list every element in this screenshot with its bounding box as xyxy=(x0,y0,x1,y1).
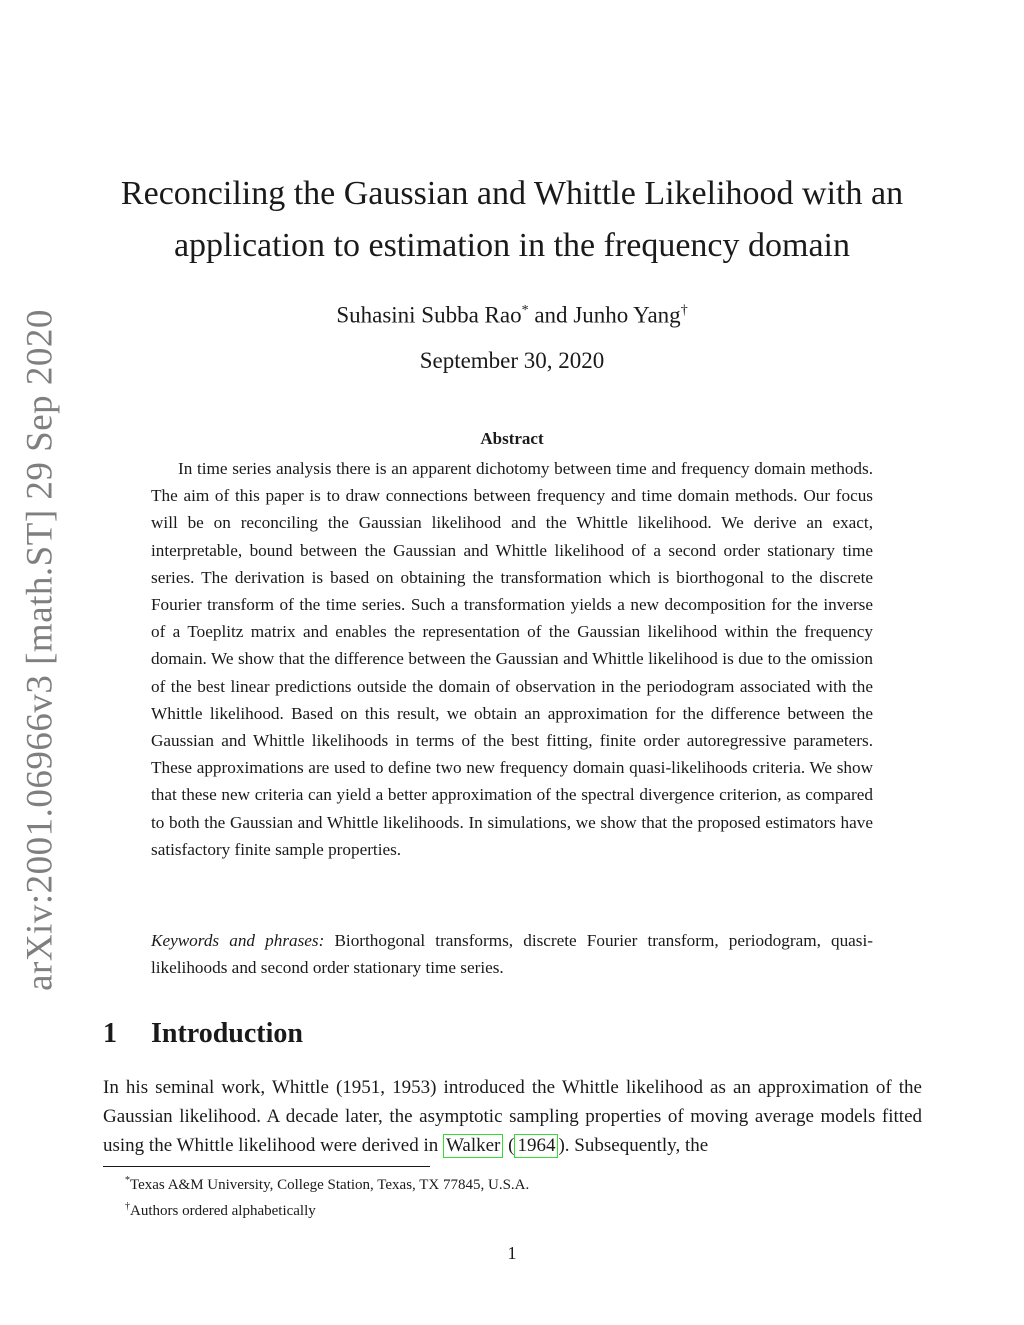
footnote-text: Texas A&M University, College Station, Texas, TX 77845, U.S.A. xyxy=(130,1177,530,1193)
paper-title xyxy=(0,168,1024,272)
footnote-marker: * xyxy=(521,303,529,318)
page-number: 1 xyxy=(507,1243,517,1263)
author-connector: and xyxy=(534,302,568,328)
title-line-1: Reconciling the Gaussian and Whittle Likelihood with an xyxy=(120,175,904,212)
publication-date: September 30, 2020 xyxy=(419,348,605,373)
section-heading xyxy=(103,1014,303,1054)
citation-year-link[interactable]: 1964 xyxy=(514,1134,558,1158)
footnote-text: Authors ordered alphabetically xyxy=(130,1203,316,1219)
keywords-label: Keywords and phrases: xyxy=(151,931,325,950)
abstract-heading: Abstract xyxy=(480,429,544,448)
footnote-marker: † xyxy=(680,303,688,318)
arxiv-identifier-stamp: arXiv:2001.06966v3 [math.ST] 29 Sep 2020 xyxy=(19,309,61,991)
keywords-text: Biorthogonal transforms, discrete Fourier transform, periodogram, quasi-likelihoods and second order stationary time series. xyxy=(151,931,873,978)
citation-author-link[interactable]: Walker xyxy=(443,1134,503,1158)
abstract-body: In time series analysis there is an apparent dichotomy between time and frequency domain methods. The aim of this paper is to draw connections between frequency and time domain methods. Our focus will be on reconciling the Gaussian likelihood and the Whittle likelihood. We derive an exact, interpretable, bound between the Gaussian and Whittle likelihood of a second order stationary time series. The derivation is based on obtaining the transformation which is biorthogonal to the discrete Fourier transform of the time series. Such a transformation yields a new decomposition for the inverse of a Toeplitz matrix and enables the representation of the Gaussian likelihood within the frequency domain. We show that the difference between the Gaussian and Whittle likelihood is due to the omission of the best linear predictions outside the domain of observation in the periodogram associated with the Whittle likelihood. Based on this result, we obtain an approximation for the difference between the Gaussian and Whittle likelihoods in terms of the best fitting, finite order autoregressive parameters. These approximations are used to define two new frequency domain quasi-likelihoods criteria. We show that these new criteria can yield a better approximation of the spectral divergence criterion, as compared to both the Gaussian and Whittle likelihoods. In simulations, we show that the proposed estimators have satisfactory finite sample properties. xyxy=(151,459,873,859)
keywords xyxy=(151,927,873,981)
author-list xyxy=(0,296,1024,331)
introduction-paragraph xyxy=(103,1073,922,1160)
footnote xyxy=(103,1170,922,1196)
footnote-marker: * xyxy=(125,1175,130,1186)
footnote-marker: † xyxy=(125,1201,130,1212)
author-name: Junho Yang xyxy=(573,302,681,328)
author-name: Suhasini Subba Rao xyxy=(336,302,522,328)
section-title: Introduction xyxy=(151,1018,303,1049)
footnote xyxy=(103,1196,922,1222)
intro-text: In his seminal work, Whittle (1951, 1953) introduced the Whittle likelihood as an approximation of the Gaussian likelihood. A decade later, the asymptotic sampling properties of moving average models fitted using the Whittle likelihood were derived in xyxy=(103,1077,922,1156)
citation-open-paren: ( xyxy=(508,1135,515,1156)
intro-text: . Subsequently, the xyxy=(564,1135,709,1156)
section-number: 1 xyxy=(103,1018,117,1049)
footnotes xyxy=(103,1170,922,1222)
citation-close-paren: ) xyxy=(558,1135,565,1156)
title-line-2: application to estimation in the frequency domain xyxy=(173,227,851,264)
footnote-divider xyxy=(103,1166,430,1167)
